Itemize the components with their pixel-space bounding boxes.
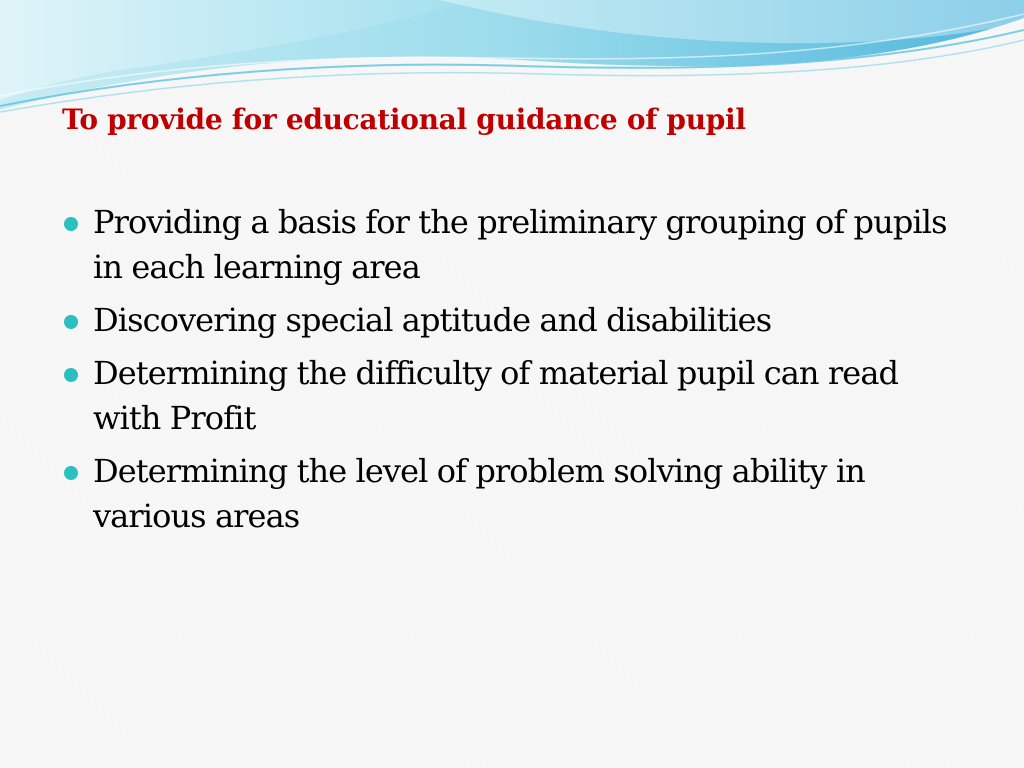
bullet-list [64,200,964,547]
list-item-text: Discovering special aptitude and disabilities [93,301,772,339]
list-item [64,298,964,343]
list-item [64,449,964,539]
bullet-dot-icon [64,466,78,480]
bullet-dot-icon [64,368,78,382]
bullet-dot-icon [64,217,78,231]
list-item-text: Determining the level of problem solving ability in various areas [93,452,865,535]
bullet-dot-icon [64,315,78,329]
list-item-text: Providing a basis for the preliminary grouping of pupils in each learning area [93,203,947,286]
list-item [64,351,964,441]
list-item-text: Determining the difficulty of material pupil can read with Profit [93,354,899,437]
slide-title: To provide for educational guidance of pupil [62,103,746,136]
list-item [64,200,964,290]
